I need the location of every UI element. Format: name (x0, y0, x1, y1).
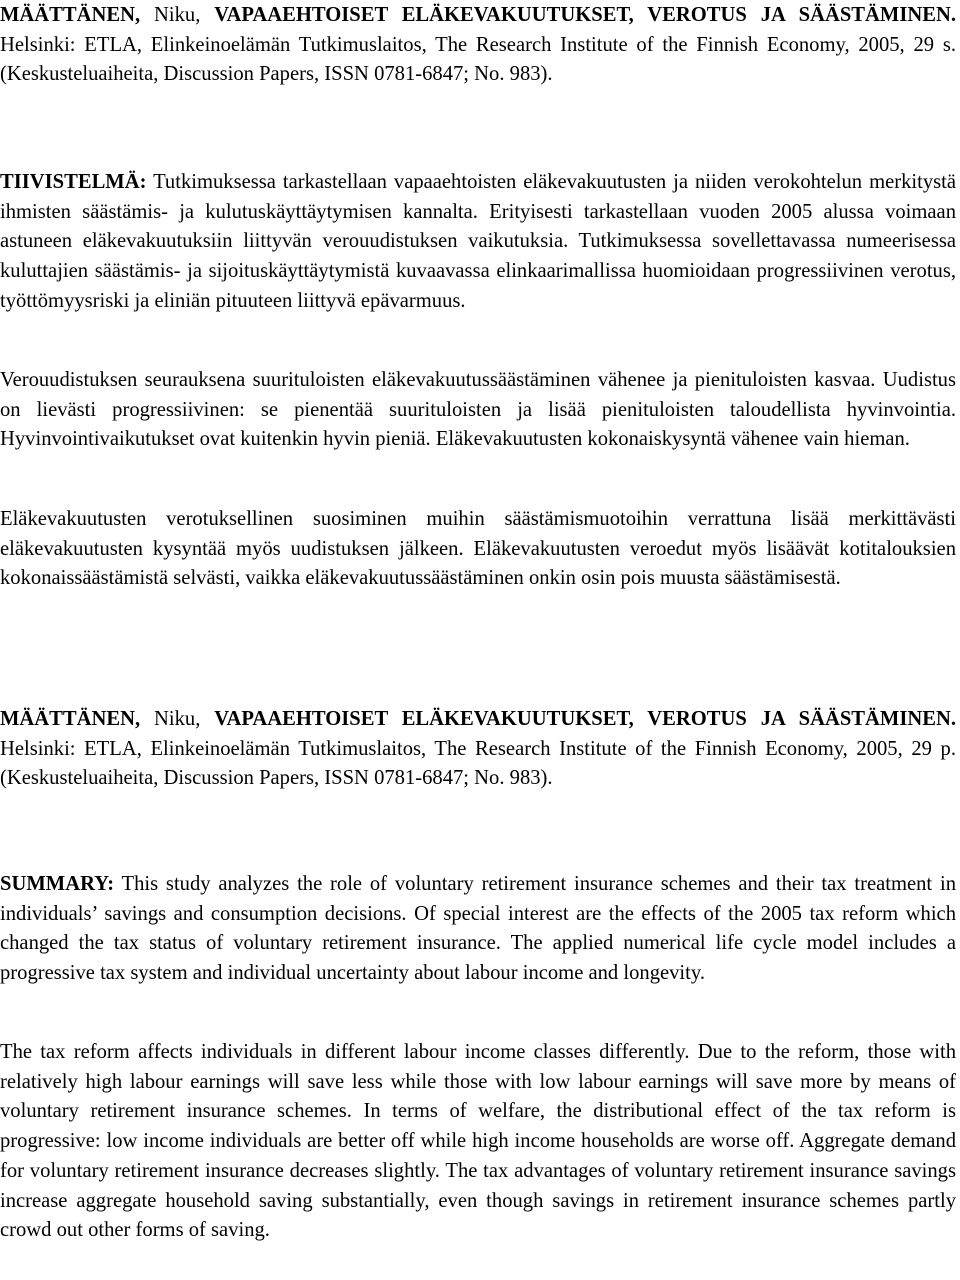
summary-paragraph-1: This study analyzes the role of voluntary retirement insurance schemes and their tax treatment in individuals’ savings and consumption decisions. Of special interest are the effects of the 2005 tax reform which changed the tax status of voluntary retirement insurance. The applied numerical life cycle model includes a progressive tax system and individual uncertainty about labour income and longevity. (0, 873, 956, 985)
publication-title: VAPAAEHTOISET ELÄKEVAKUUTUKSET, VEROTUS JA SÄÄSTÄMINEN. (214, 4, 956, 26)
author-given-name: Niku, (140, 708, 215, 730)
abstract-label: TIIVISTELMÄ: (0, 171, 147, 193)
abstract-finnish (0, 168, 956, 317)
abstract-finnish-paragraph-3 (0, 505, 956, 594)
author-surname: MÄÄTTÄNEN, (0, 708, 141, 730)
summary-paragraph-2: The tax reform affects individuals in different labour income classes differently. Due to the reform, those with relatively high labour earnings will save less while those with low labour earnings will save more by means of voluntary retirement insurance schemes. In terms of welfare, the distributional effect of the tax reform is progressive: low income individuals are better off while high income households are worse off. Aggregate demand for voluntary retirement insurance decreases slightly. The tax advantages of voluntary retirement insurance savings increase aggregate household saving substantially, even though savings in retirement insurance schemes partly crowd out other forms of saving. (0, 1041, 956, 1242)
summary-english-paragraph-2 (0, 1038, 956, 1246)
abstract-finnish-paragraph-2 (0, 366, 956, 455)
author-surname: MÄÄTTÄNEN, (0, 4, 141, 26)
citation-english (0, 705, 956, 794)
abstract-paragraph-3: Eläkevakuutusten verotuksellinen suosiminen muihin säästämismuotoihin verrattuna lisää merkittävästi eläkevakuutusten kysyntää myös uudistuksen jälkeen. Eläkevakuutusten veroedut myös lisäävät kotitalouksien kokonaissäästämistä selvästi, vaikka eläkevakuutussäästäminen onkin osin pois muusta säästämisestä. (0, 508, 956, 590)
summary-label: SUMMARY: (0, 873, 115, 895)
citation-finnish (0, 1, 956, 90)
publication-details: Helsinki: ETLA, Elinkeinoelämän Tutkimuslaitos, The Research Institute of the Finnish Economy, 2005, 29 p. (Keskusteluaiheita, Discussion Papers, ISSN 0781-6847; No. 983). (0, 737, 956, 790)
abstract-paragraph-1: Tutkimuksessa tarkastellaan vapaaehtoisten eläkevakuutusten ja niiden verokohtelun merkitystä ihmisten säästämis- ja kulutuskäyttäytymisen kannalta. Erityisesti tarkastellaan vuoden 2005 alussa voimaan astuneen eläkevakuutuksiin liittyvän verouudistuksen vaikutuksia. Tutkimuksessa sovellettavassa numeerisessa kuluttajien säästämis- ja sijoituskäyttäytymistä kuvaavassa elinkaarimallissa huomioidaan progressiivinen verotus, työttömyysriski ja eliniän pituuteen liittyvä epävarmuus. (0, 171, 956, 312)
publication-details: Helsinki: ETLA, Elinkeinoelämän Tutkimuslaitos, The Research Institute of the Finnish Economy, 2005, 29 s. (Keskusteluaiheita, Discussion Papers, ISSN 0781-6847; No. 983). (0, 33, 956, 86)
author-given-name: Niku, (140, 4, 215, 26)
publication-title: VAPAAEHTOISET ELÄKEVAKUUTUKSET, VEROTUS JA SÄÄSTÄMINEN. (214, 708, 956, 730)
abstract-paragraph-2: Verouudistuksen seurauksena suurituloisten eläkevakuutussäästäminen vähenee ja pienituloisten kasvaa. Uudistus on lievästi progressiivinen: se pienentää suurituloisten ja lisää pienituloisten taloudellista hyvinvointia. Hyvinvointivaikutukset ovat kuitenkin hyvin pieniä. Eläkevakuutusten kokonaiskysyntä vähenee vain hieman. (0, 369, 956, 451)
summary-english (0, 870, 956, 989)
